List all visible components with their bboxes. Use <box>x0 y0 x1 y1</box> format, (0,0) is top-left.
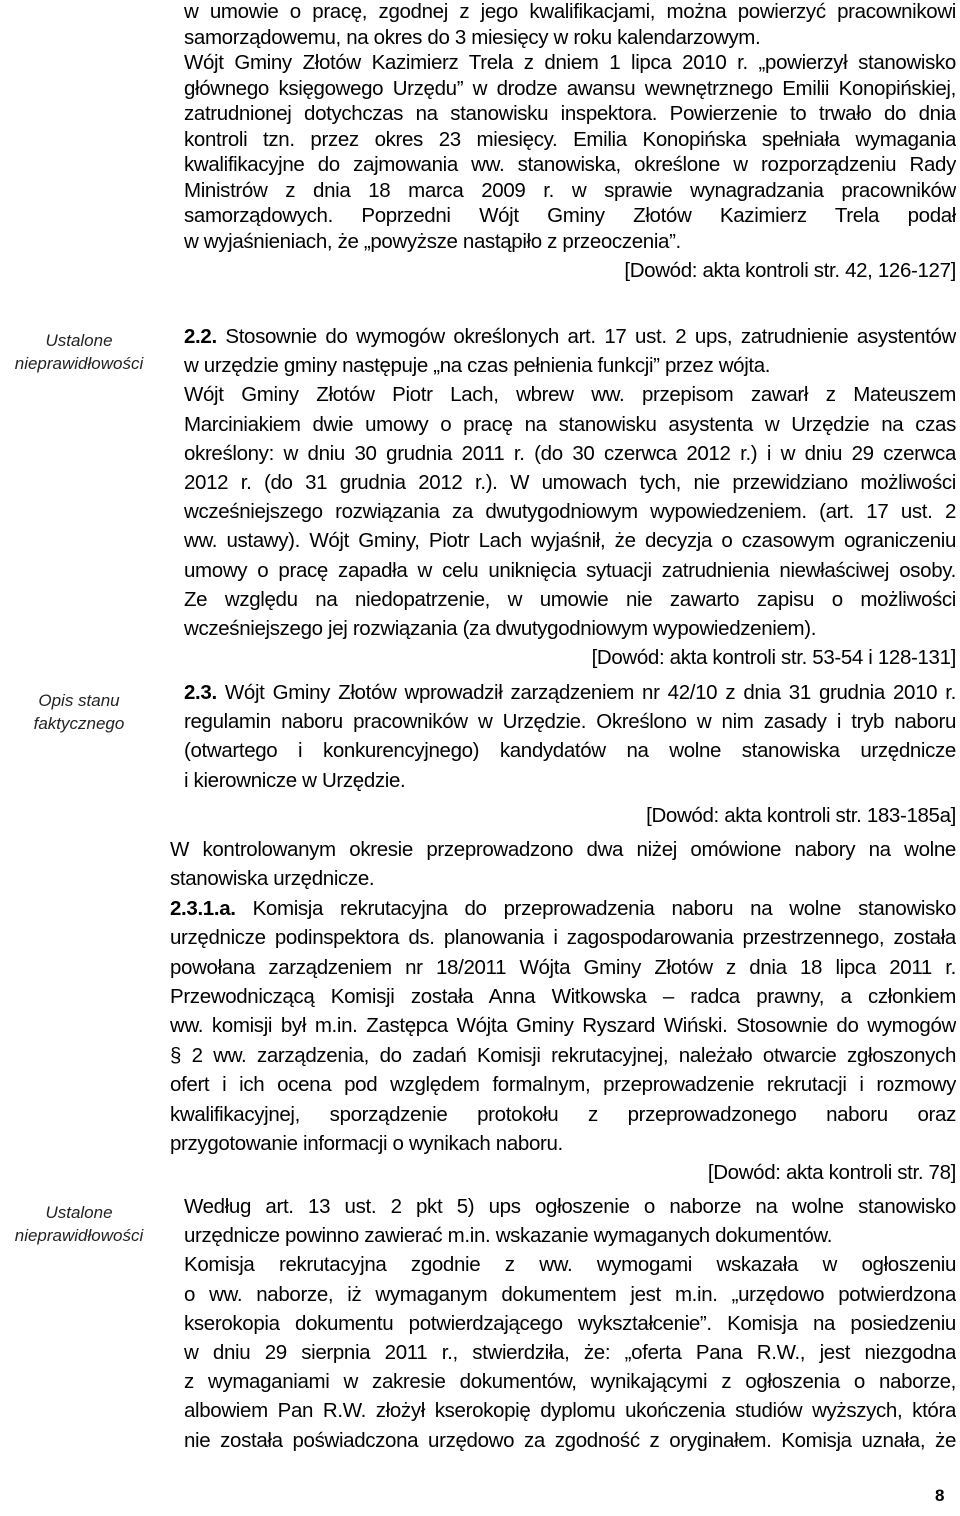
text-line: § 2 ww. zarządzenia, do zadań Komisji rekrutacyjnej, należało otwarcie zgłoszonych <box>170 1043 956 1067</box>
text-line: 2012 r. (do 31 grudnia 2012 r.). W umowach tych, nie przewidziano możliwości <box>184 471 956 495</box>
page-number: 8 <box>935 1486 945 1505</box>
text-line: wcześniejszego jej rozwiązania (za dwutygodniowym wypowiedzeniem). <box>184 617 817 641</box>
text-line: 2.3. Wójt Gminy Złotów wprowadził zarządzeniem nr 42/10 z dnia 31 grudnia 2010 r. <box>184 681 956 704</box>
margin-note-irregularities-1 <box>0 329 158 375</box>
paragraph-block-2-3 <box>184 678 956 830</box>
text-line: nie została poświadczona urzędowo za zgodność z oryginałem. Komisja uznała, że <box>184 1428 956 1452</box>
text-line: regulamin naboru pracowników w Urzędzie. Określono w nim zasady i tryb naboru <box>184 710 956 734</box>
text-line: w dniu 29 sierpnia 2011 r., stwierdziła, że: „oferta Pana R.W., jest niezgodna <box>184 1341 956 1365</box>
text-line: Ministrów z dnia 18 marca 2009 r. w sprawie wynagradzania pracowników <box>184 178 956 202</box>
section-number: 2.2. <box>184 325 217 348</box>
paragraph-block-2-3-1-a <box>170 835 956 1188</box>
text-line: w wyjaśnieniach, że „powyższe nastąpiło z przeoczenia”. <box>184 229 681 253</box>
text-line: umowy o pracę zapadła w celu uniknięcia sytuacji zatrudnienia niewłaściwej osoby. <box>184 558 956 582</box>
text-line: głównego księgowego Urzędu” w drodze awansu wewnętrznego Emilii Konopińskiej, <box>184 76 956 100</box>
text-line: ofert i ich ocena pod względem formalnym, przeprowadzenie rekrutacji i rozmowy <box>170 1073 956 1097</box>
margin-note-line: Opis stanu <box>38 691 120 710</box>
text-line: albowiem Pan R.W. złożył kserokopię dyplomu ukończenia studiów wyższych, która <box>184 1399 956 1423</box>
text-line: (otwartego i konkurencyjnego) kandydatów na wolne stanowiska urzędnicze <box>184 739 956 763</box>
paragraph-block-requirements <box>184 1192 956 1455</box>
text-line: i kierownicze w Urzędzie. <box>184 768 406 792</box>
margin-note-line: Ustalone <box>45 331 113 350</box>
text-line: określony: w dniu 30 grudnia 2011 r. (do 30 czerwca 2012 r.) i w dniu 29 czerwca <box>184 441 956 465</box>
text-line: Wójt Gminy Złotów Piotr Lach, wbrew ww. przepisom zawarł z Mateuszem <box>184 383 956 407</box>
text-line: z wymaganiami w zakresie dokumentów, wynikającymi z ogłoszenia o naborze, <box>184 1370 956 1394</box>
text-line: ww. komisji był m.in. Zastępca Wójta Gminy Ryszard Wiński. Stosownie do wymogów <box>170 1014 956 1038</box>
text-line: samorządowemu, na okres do 3 miesięcy w roku kalendarzowym. <box>184 25 761 49</box>
text-line: wcześniejszego rozwiązania za dwutygodniowym wypowiedzeniem. (art. 17 ust. 2 <box>184 500 956 524</box>
paragraph-block-2-2 <box>184 322 956 672</box>
text-line: kwalifikacyjne do zajmowania ww. stanowiska, określone w rozporządzeniu Rady <box>184 153 956 176</box>
text-line: Wójt Gminy Złotów Kazimierz Trela z dniem 1 lipca 2010 r. „powierzył stanowisko <box>184 51 956 74</box>
text-line: urzędnicze podinspektora ds. planowania i zagospodarowania przestrzennego, została <box>170 926 956 950</box>
text-line: w urzędzie gminy następuje „na czas pełnienia funkcji” przez wójta. <box>184 354 771 378</box>
text-line: kontroli tzn. przez okres 23 miesięcy. Emilia Konopińska spełniała wymagania <box>184 127 956 151</box>
section-number: 2.3. <box>184 681 217 704</box>
text-line: W kontrolowanym okresie przeprowadzono dwa niżej omówione nabory na wolne <box>170 838 956 861</box>
text-line: ww. ustawy). Wójt Gminy, Piotr Lach wyjaśnił, że decyzja o czasowym ograniczeniu <box>184 529 956 553</box>
evidence-reference: [Dowód: akta kontroli str. 78] <box>707 1161 956 1185</box>
text-line: kserokopia dokumentu potwierdzającego wykształcenie”. Komisja na posiedzeniu <box>184 1311 956 1335</box>
text-line: kwalifikacyjnej, sporządzenie protokołu z przeprowadzonego naboru oraz <box>170 1102 956 1126</box>
text-line: Marciniakiem dwie umowy o pracę na stanowisku asystenta w Urzędzie na czas <box>184 412 956 436</box>
margin-note-facts <box>0 689 158 735</box>
text-line: urzędnicze powinno zawierać m.in. wskazanie wymaganych dokumentów. <box>184 1224 833 1248</box>
text-line: zatrudnionej dotychczas na stanowisku inspektora. Powierzenie to trwało do dnia <box>184 102 956 125</box>
margin-note-line: nieprawidłowości <box>14 1226 144 1245</box>
margin-note-line: Ustalone <box>45 1203 113 1222</box>
margin-note-line: faktycznego <box>33 714 125 733</box>
text-line: o ww. naborze, iż wymaganym dokumentem jest m.in. „urzędowo potwierdzona <box>184 1282 956 1306</box>
section-number: 2.3.1.a. <box>170 896 236 920</box>
evidence-reference: [Dowód: akta kontroli str. 53-54 i 128-131] <box>591 646 956 670</box>
paragraph-block-1 <box>184 0 956 284</box>
text-line: 2.3.1.a. Komisja rekrutacyjna do przeprowadzenia naboru na wolne stanowisko <box>170 896 956 920</box>
text-line: stanowiska urzędnicze. <box>170 867 375 891</box>
text-line: w umowie o pracę, zgodnej z jego kwalifikacjami, można powierzyć pracownikowi <box>184 0 956 23</box>
text-line: Przewodniczącą Komisji została Anna Witkowska – radca prawny, a członkiem <box>170 985 956 1009</box>
text-line: Według art. 13 ust. 2 pkt 5) ups ogłoszenie o naborze na wolne stanowisko <box>184 1195 956 1218</box>
margin-note-line: nieprawidłowości <box>14 354 144 373</box>
text-line: samorządowych. Poprzedni Wójt Gminy Złotów Kazimierz Trela podał <box>184 204 956 227</box>
text-line: przygotowanie informacji o wynikach naboru. <box>170 1132 563 1156</box>
evidence-reference: [Dowód: akta kontroli str. 183-185a] <box>646 803 956 827</box>
text-line: 2.2. Stosownie do wymogów określonych art. 17 ust. 2 ups, zatrudnienie asystentów <box>184 325 956 348</box>
text-line: Komisja rekrutacyjna zgodnie z ww. wymogami wskazała w ogłoszeniu <box>184 1253 956 1277</box>
evidence-reference: [Dowód: akta kontroli str. 42, 126-127] <box>624 259 956 282</box>
text-line: powołana zarządzeniem nr 18/2011 Wójta Gminy Złotów z dnia 18 lipca 2011 r. <box>170 955 956 979</box>
text-line: Ze względu na niedopatrzenie, w umowie nie zawarto zapisu o możliwości <box>184 587 956 611</box>
margin-note-irregularities-2 <box>0 1201 158 1247</box>
